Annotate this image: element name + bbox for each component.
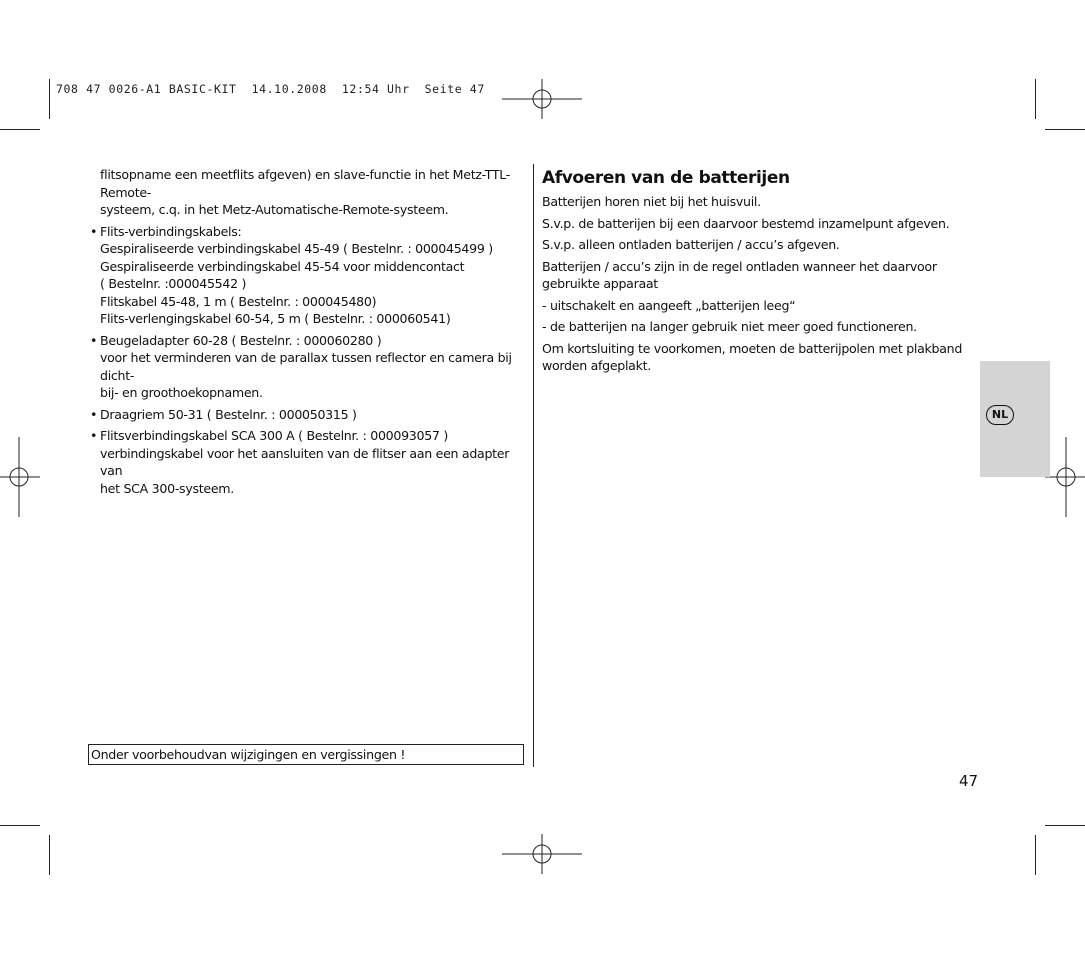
crop-mark (1045, 825, 1085, 826)
section-heading: Afvoeren van de batterijen (542, 168, 790, 188)
paragraph: Om kortsluiting te voorkomen, moeten de batterijpolen met plakband worden afgeplakt. (542, 340, 963, 373)
column-divider (533, 164, 534, 767)
crop-mark (0, 825, 40, 826)
list-item-cables (90, 223, 524, 328)
list-item-line: Flitskabel 45-48, 1 m ( Bestelnr. : 000045480) (100, 293, 377, 309)
language-badge: NL (986, 405, 1014, 425)
list-item-title: Flitsverbindingskabel SCA 300 A ( Bestelnr. : 000093057 ) (100, 428, 448, 443)
page-number: 47 (959, 772, 979, 790)
list-item-line: het SCA 300-systeem. (100, 480, 234, 496)
list-item-title: Draagriem 50-31 ( Bestelnr. : 000050315 ) (100, 406, 357, 422)
paragraph: S.v.p. de batterijen bij een daarvoor bestemd inzamelpunt afgeven. (542, 215, 950, 231)
print-slug-line: 708 47 0026-A1 BASIC-KIT 14.10.2008 12:54 Uhr Seite 47 (56, 82, 485, 96)
paragraph: Batterijen horen niet bij het huisvuil. (542, 194, 761, 209)
list-item-line: Flits-verlengingskabel 60-54, 5 m ( Bestelnr. : 000060541) (100, 311, 451, 326)
list-item-line: Gespiraliseerde verbindingskabel 45-49 ( Bestelnr. : 000045499 ) (100, 241, 493, 256)
list-item-title: Beugeladapter 60-28 ( Bestelnr. : 000060280 ) (100, 332, 382, 348)
bullet-icon: • (90, 406, 98, 422)
bullet-icon: • (90, 428, 98, 443)
registration-mark-left (0, 437, 40, 517)
list-item-bracket-adapter (90, 332, 524, 402)
disclaimer-box: Onder voorbehoudvan wijzigingen en vergissingen ! (88, 744, 524, 765)
paragraph: S.v.p. alleen ontladen batterijen / accu’s afgeven. (542, 237, 840, 252)
bullet-icon: • (90, 332, 98, 348)
paragraph: - uitschakelt en aangeeft „batterijen leeg“ (542, 297, 796, 313)
crop-mark (49, 79, 50, 119)
intro-line: flitsopname een meetflits afgeven) en slave-functie in het Metz-TTL-Remote- (100, 167, 511, 200)
registration-mark-bottom (502, 834, 582, 874)
list-item-title: Flits-verbindingskabels: (100, 223, 242, 239)
crop-mark (1035, 79, 1036, 119)
right-column (542, 166, 982, 379)
list-item-line: ( Bestelnr. :000045542 ) (100, 276, 247, 291)
list-item-line: verbindingskabel voor het aansluiten van de flitser aan een adapter van (100, 445, 510, 478)
registration-mark-top (502, 79, 582, 119)
paragraph: Batterijen / accu’s zijn in de regel ontladen wanneer het daarvoor gebruikte apparaat (542, 258, 937, 291)
crop-mark (49, 835, 50, 875)
list-item-sca-cable (90, 427, 524, 497)
crop-mark (0, 129, 40, 130)
paragraph: - de batterijen na langer gebruik niet meer goed functioneren. (542, 319, 917, 334)
intro-paragraph (90, 166, 524, 219)
crop-mark (1045, 129, 1085, 130)
intro-line: systeem, c.q. in het Metz-Automatische-Remote-systeem. (100, 202, 449, 217)
list-item-line: bij- en groothoekopnamen. (100, 385, 263, 400)
list-item-strap (90, 406, 524, 424)
crop-mark (1035, 835, 1036, 875)
list-item-line: voor het verminderen van de parallax tussen reflector en camera bij dicht- (100, 350, 512, 383)
bullet-icon: • (90, 223, 98, 239)
registration-mark-right (1045, 437, 1085, 517)
list-item-line: Gespiraliseerde verbindingskabel 45-54 voor middencontact (100, 258, 465, 274)
left-column (90, 166, 524, 501)
